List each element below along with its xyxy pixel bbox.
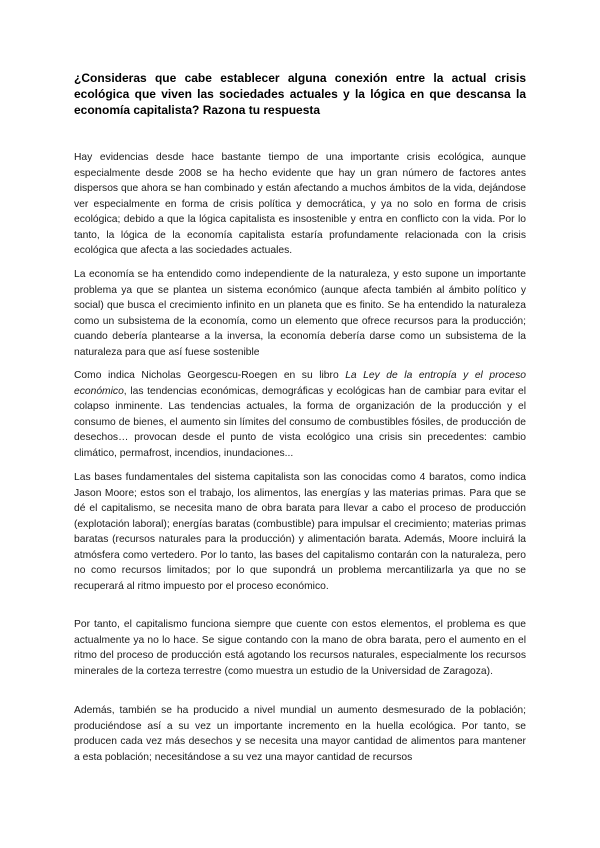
paragraph-3-text-before: Como indica Nicholas Georgescu-Roegen en su libro	[74, 370, 346, 381]
paragraph-6: Además, también se ha producido a nivel mundial un aumento desmesurado de la población; produciéndose así a su vez un importante incremento en la huella ecológica. Por tanto, se producen cada vez más desechos y se necesita una mayor cantidad de alimentos para mantener a esta población; necesitándose a su vez una mayor cantidad de recursos	[74, 705, 526, 763]
paragraph-2: La economía se ha entendido como independiente de la naturaleza, y esto supone un importante problema ya que se plantea un sistema económico (aunque afecta también al ámbito político y social) que busca el crecimiento infinito en un planeta que es finito. Se ha entendido la naturaleza como un subsistema de la economía, como un elemento que ofrece recursos para la producción; cuando debería plantearse a la inversa, la economía debería darse como un subsistema de la naturaleza para que así fuese sostenible	[74, 269, 526, 358]
book-title: La Ley de la entropía y el proceso económico	[74, 370, 526, 397]
paragraph-3	[74, 368, 526, 461]
document-title: ¿Consideras que cabe establecer alguna conexión entre la actual crisis ecológica que viven las sociedades actuales y la lógica en que descansa la economía capitalista? Razona tu respuesta	[74, 71, 526, 117]
paragraph-4: Las bases fundamentales del sistema capitalista son las conocidas como 4 baratos, como indica Jason Moore; estos son el trabajo, los alimentos, las energías y las materias primas. Para que se dé el capitalismo, se necesita mano de obra barata para llevar a cabo el proceso de producción (explotación laboral); energías baratas (combustible) para impulsar el crecimiento; materias primas baratas (recursos naturales para la producción) y alimentación barata. Además, Moore incluirá la atmósfera como vertedero. Por lo tanto, las bases del capitalismo contarán con la naturaleza, pero no como recursos limitados; por lo que supondrá un problema mercantilizarla ya que no se recuperará al ritmo impuesto por el proceso económico.	[74, 472, 526, 592]
paragraph-3-text-after: , las tendencias económicas, demográficas y ecológicas han de cambiar para evitar el colapso inminente. Las tendencias actuales, la forma de organización de la producción y el consumo de bienes, el aumento sin límites del consumo de combustibles fósiles, de producción de desechos… provocan desde el punto de vista ecológico una crisis sin precedentes: cambio climático, permafrost, incendios, inundaciones...	[74, 385, 526, 459]
paragraph-1: Hay evidencias desde hace bastante tiempo de una importante crisis ecológica, aunque especialmente desde 2008 se ha hecho evidente que hay un gran número de factores antes dispersos que ahora se han combinado y están afectando a muchos ámbitos de la vida, dejándose ver especialmente en forma de crisis política y democrática, y ya no solo en forma de crisis ecológica; debido a que la lógica capitalista es insostenible y entra en conflicto con la vida. Por lo tanto, la lógica de la economía capitalista estaría profundamente relacionada con la crisis ecológica que afecta a las sociedades actuales.	[74, 152, 526, 256]
paragraph-5: Por tanto, el capitalismo funciona siempre que cuente con estos elementos, el problema es que actualmente ya no lo hace. Se sigue contando con la mano de obra barata, pero el aumento en el ritmo del proceso de producción está agotando los recursos naturales, especialmente los recursos minerales de la corteza terrestre (como muestra un estudio de la Universidad de Zaragoza).	[74, 619, 526, 677]
